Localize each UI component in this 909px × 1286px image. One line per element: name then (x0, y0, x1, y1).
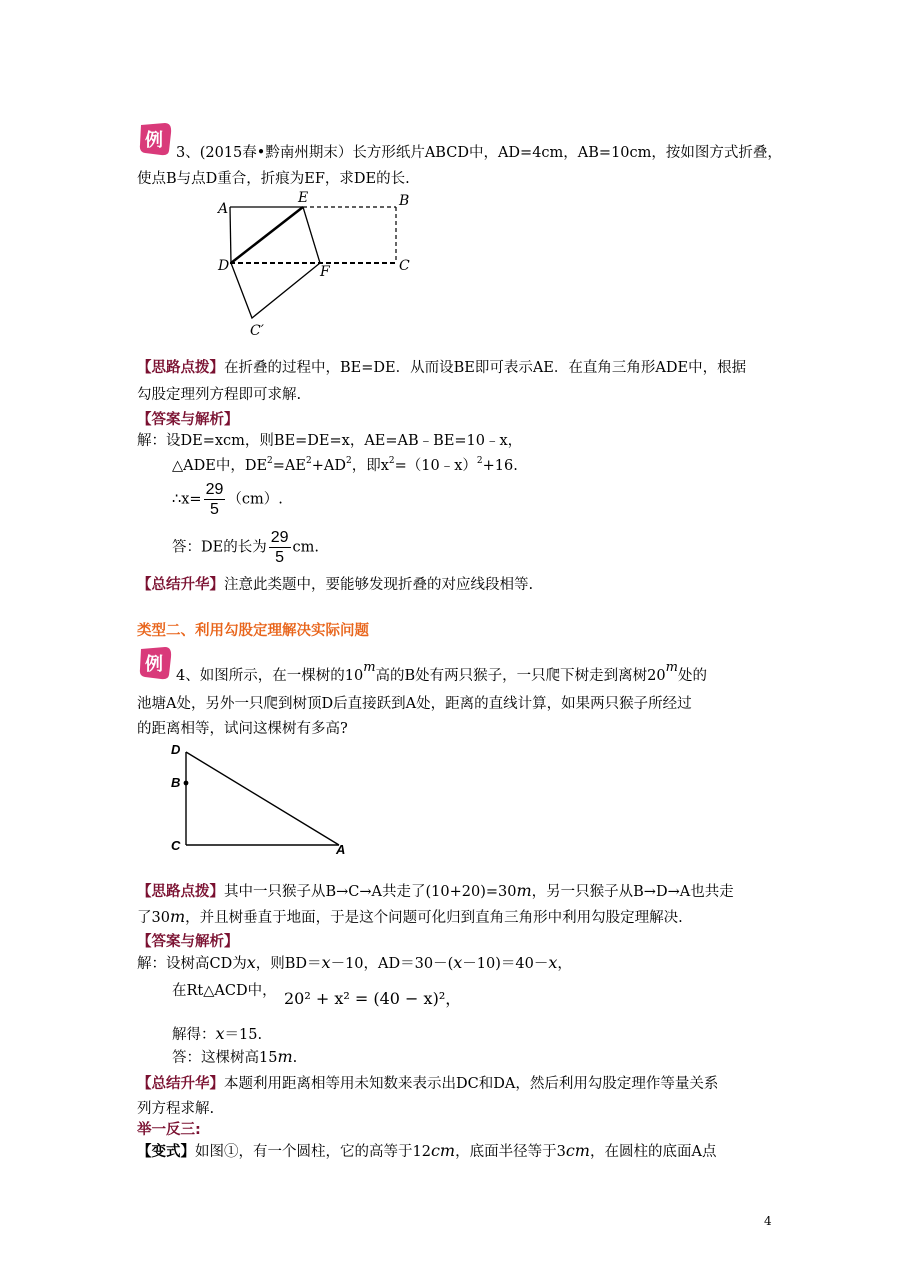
example4-answer-tag: 【答案与解析】 (137, 934, 239, 950)
tree-figure (165, 740, 355, 860)
example3-solution-line1: 解：设DE=xcm，则BE=DE=x，AE=AB﹣BE=10﹣x， (137, 433, 523, 449)
label-B: B (171, 775, 181, 790)
label-A: A (336, 842, 346, 857)
example3-solution-line4: 答：DE的长为 $\frac{29}{5}$ cm. (172, 529, 319, 566)
example4-statement-line3: 的距离相等，试问这棵树有多高? (137, 721, 348, 737)
label-E: E (298, 190, 309, 206)
label-C-prime: C′ (250, 323, 264, 339)
example4-summary: 【总结升华】本题利用距离相等用未知数来表示出DC和DA，然后利用勾股定理作等量关系 (137, 1076, 719, 1092)
example4-solution-line1: 解：设树高CD为x，则BD＝x－10，AD＝30－(x－10)＝40－x， (137, 953, 572, 972)
example3-statement-line2: 使点B与点D重合，折痕为EF，求DE的长. (137, 171, 410, 187)
label-F: F (320, 264, 330, 280)
example-badge-icon (137, 645, 173, 681)
svg-text:例: 例 (145, 130, 163, 151)
example3-solution-line2: △ADE中，$DE^2=AE^2+AD^2$，即$x^2=(10﹣x)^2+16$. (172, 456, 518, 474)
point-B (184, 781, 189, 786)
hint-tag: 【思路点拨】 (137, 360, 224, 376)
example3-statement-line1: 3、(2015春•黔南州期末）长方形纸片ABCD中，AD=4cm，AB=10cm，按如图方式折叠， (176, 145, 782, 161)
variant-heading: 举一反三: (137, 1122, 201, 1138)
fraction: $\frac{29}{5}$ (205, 481, 224, 518)
example4-summary-line2: 列方程求解. (137, 1101, 215, 1117)
example4-solution-line2: 在Rt△ACD中， (172, 983, 277, 999)
label-D: D (218, 258, 230, 274)
example3-summary: 【总结升华】注意此类题中，要能够发现折叠的对应线段相等. (137, 577, 534, 593)
example3-hint: 【思路点拨】在折叠的过程中，BE=DE．从而设BE即可表示AE．在直角三角形ADE中，根据 (137, 360, 747, 376)
example4-hint: 【思路点拨】其中一只猴子从B→C→A共走了(10+20)=30m，另一只猴子从B→D→A也共走 (137, 881, 734, 900)
example3-solution-line3: ∴x= $\frac{29}{5}$ （cm）. (172, 481, 283, 518)
label-B: B (399, 193, 410, 209)
label-C: C (171, 838, 181, 853)
variant-line1: 【变式】如图①，有一个圆柱，它的高等于12cm，底面半径等于3cm，在圆柱的底面A点 (137, 1141, 717, 1160)
fraction: $\frac{29}{5}$ (270, 529, 289, 566)
label-A: A (218, 201, 229, 217)
section-heading: 类型二、利用勾股定理解决实际问题 (137, 623, 369, 639)
example4-solution-line4: 答：这棵树高15m. (172, 1047, 298, 1066)
label-C: C (399, 258, 410, 274)
example-badge-icon (137, 121, 173, 157)
page-number: 4 (764, 1214, 772, 1228)
example4-statement-line2: 池塘A处，另外一只爬到树顶D后直接跃到A处，距离的直线计算，如果两只猴子所经过 (137, 696, 692, 712)
example4-statement-line1: 4、如图所示，在一棵树的10$^m$高的B处有两只猴子，一只爬下树走到离树20$^m$处的 (176, 660, 707, 684)
example4-solution-line3: 解得：x＝15. (172, 1024, 263, 1043)
label-D: D (171, 742, 181, 757)
example4-hint-line2: 了30m，并且树垂直于地面，于是这个问题可化归到直角三角形中利用勾股定理解决. (137, 907, 683, 926)
example3-answer-tag: 【答案与解析】 (137, 412, 239, 428)
svg-text:例: 例 (145, 654, 163, 675)
equation: 20² + x² = (40 − x)²， (284, 989, 462, 1008)
fold-figure (210, 190, 430, 350)
example3-hint-line2: 勾股定理列方程即可求解. (137, 387, 302, 403)
